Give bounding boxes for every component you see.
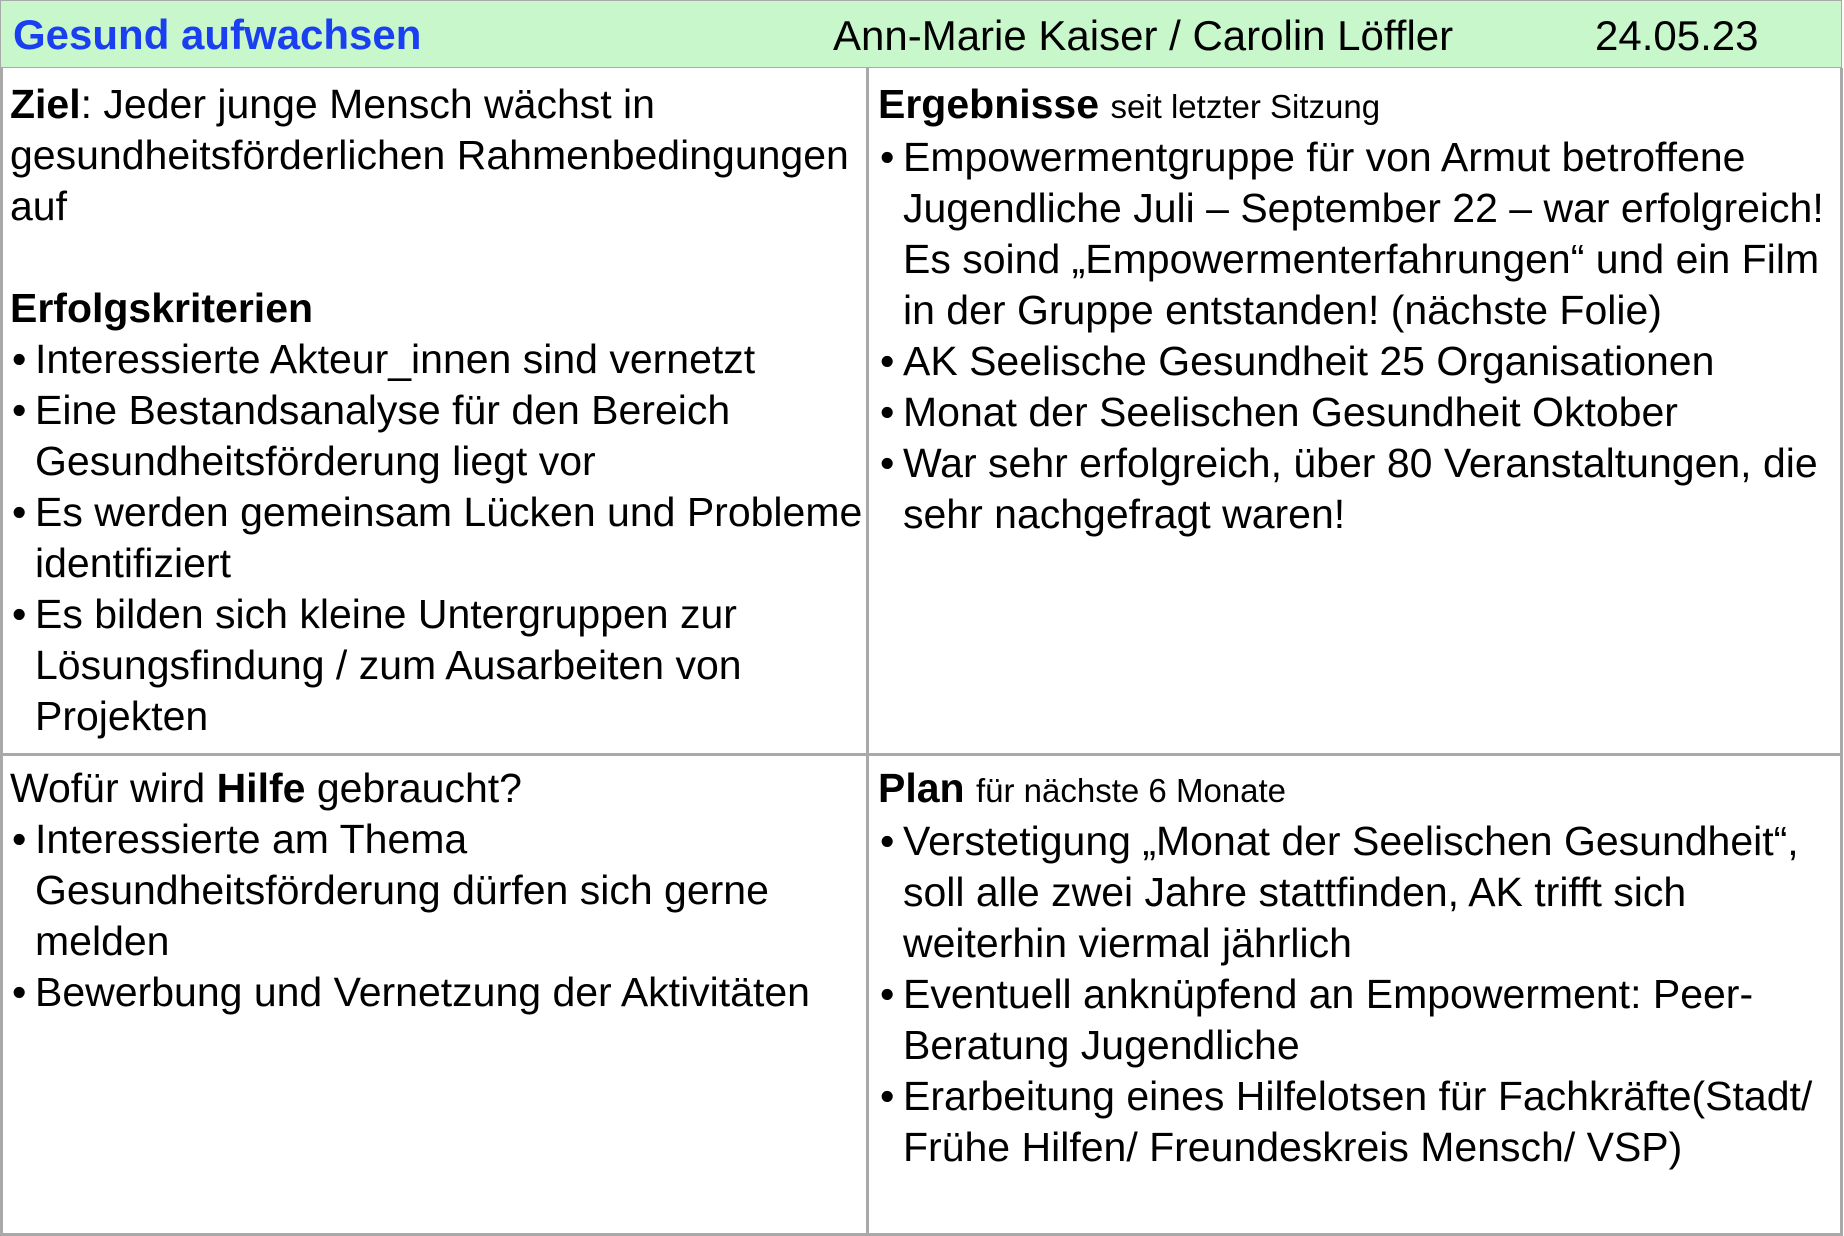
hilfe-pre: Wofür wird [10,765,217,811]
grid-divider-horizontal [0,753,1843,756]
plan-sublabel: für nächste 6 Monate [976,772,1287,809]
list-item: • Erarbeitung eines Hilfelotsen für Fachkräfte(Stadt/ Frühe Hilfen/ Freundeskreis Mensch/ VSP) [878,1071,1830,1173]
list-item: • Interessierte am Thema Gesundheitsförderung dürfen sich gerne melden [10,814,866,967]
grid-border-right [1840,68,1843,1236]
ergebnisse-heading [878,79,1830,132]
ergebnisse-label: Ergebnisse [878,81,1100,127]
list-item: • Es werden gemeinsam Lücken und Probleme identifiziert [10,487,866,589]
ziel-cell [0,79,866,753]
list-item: • Empowermentgruppe für von Armut betroffene Jugendliche Juli – September 22 – war erfolgreich! Es soind „Empowermenterfahrungen“ und ein Film in der Gruppe entstanden! (nächste Folie) [878,132,1830,336]
ergebnisse-list [878,132,1830,540]
ergebnisse-sublabel: seit letzter Sitzung [1110,88,1381,125]
hilfe-post: gebraucht? [305,765,522,811]
ziel-text [10,79,866,232]
date-text: 24.05.23 [1595,12,1759,59]
page-title: Gesund aufwachsen [13,11,422,58]
ergebnisse-cell [869,79,1840,753]
ziel-label: Ziel [10,81,81,127]
list-item: • Monat der Seelischen Gesundheit Oktober [878,387,1830,438]
plan-heading [878,763,1830,816]
hilfe-label: Hilfe [216,765,306,811]
list-item: • Interessierte Akteur_innen sind vernetzt [10,334,866,385]
plan-cell [869,763,1840,1233]
list-item: • Es bilden sich kleine Untergruppen zur Lösungsfindung / zum Ausarbeiten von Projekten [10,589,866,742]
content-grid [0,68,1843,1236]
plan-list [878,816,1830,1173]
erfolgskriterien-heading: Erfolgskriterien [10,285,314,331]
list-item: • Verstetigung „Monat der Seelischen Gesundheit“, soll alle zwei Jahre stattfinden, AK trifft sich weiterhin viermal jährlich [878,816,1830,969]
list-item: • Eine Bestandsanalyse für den Bereich Gesundheitsförderung liegt vor [10,385,866,487]
hilfe-list [10,814,866,1018]
list-item: • AK Seelische Gesundheit 25 Organisationen [878,336,1830,387]
plan-label: Plan [878,765,965,811]
list-item: • War sehr erfolgreich, über 80 Veranstaltungen, die sehr nachgefragt waren! [878,438,1830,540]
header-bar [0,0,1842,68]
list-item: • Bewerbung und Vernetzung der Aktivitäten [10,967,866,1018]
ziel-description: : Jeder junge Mensch wächst in gesundheitsförderlichen Rahmenbedingungen auf [10,81,849,229]
hilfe-heading [10,763,866,814]
authors-text: Ann-Marie Kaiser / Carolin Löffler [833,12,1454,59]
hilfe-cell [0,763,866,1233]
list-item: • Eventuell anknüpfend an Empowerment: Peer-Beratung Jugendliche [878,969,1830,1071]
erfolgskriterien-list [10,334,866,742]
